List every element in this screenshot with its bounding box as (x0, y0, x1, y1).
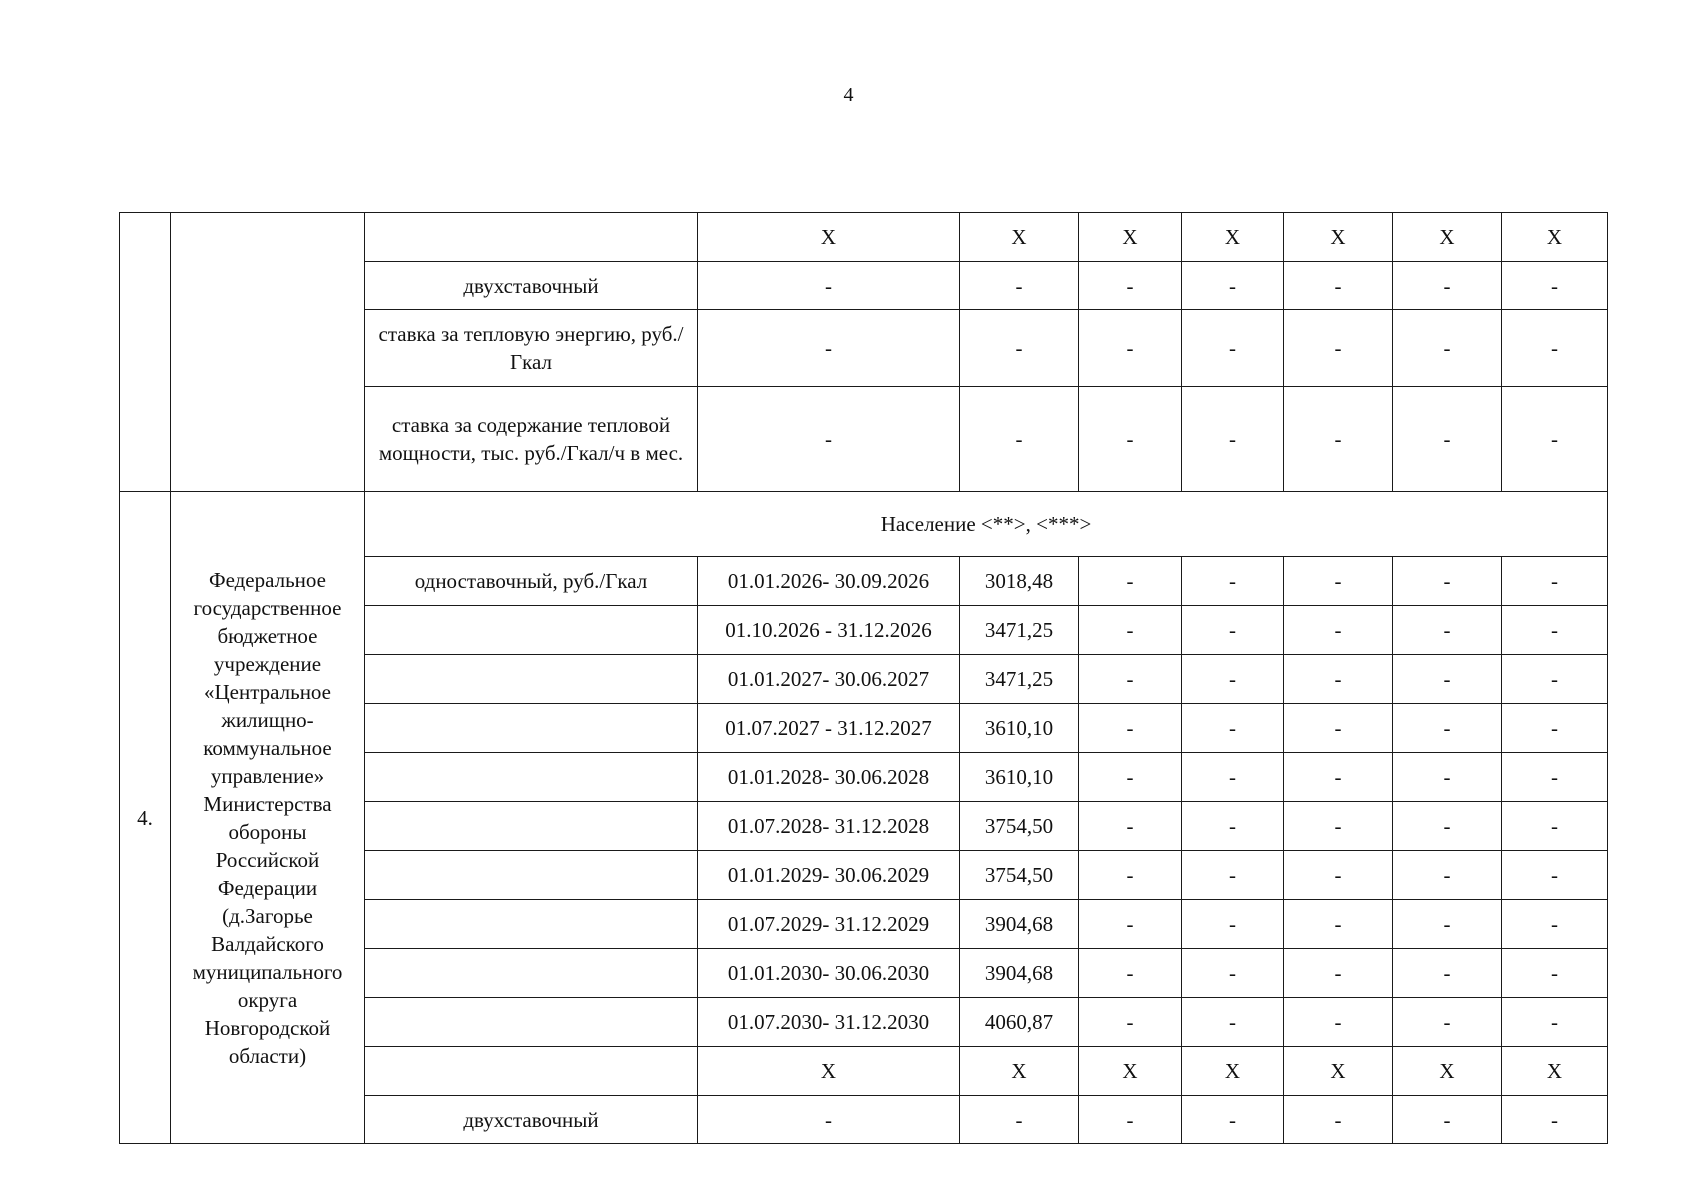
dash-cell: - (1284, 606, 1393, 655)
tariff-value-cell: 3904,68 (960, 900, 1079, 949)
dash-cell: - (1502, 387, 1608, 492)
dash-cell: - (1284, 753, 1393, 802)
dash-cell: - (1502, 900, 1608, 949)
empty-label-cell (365, 851, 698, 900)
dash-cell: - (698, 1096, 960, 1144)
tariff-table (119, 212, 1608, 1144)
dash-cell: - (698, 387, 960, 492)
empty-label-cell (365, 655, 698, 704)
dash-cell: - (1182, 310, 1284, 387)
dash-cell: - (1284, 310, 1393, 387)
dash-cell: - (1284, 851, 1393, 900)
dash-cell: - (1284, 655, 1393, 704)
dash-cell: - (1284, 387, 1393, 492)
dash-cell: - (1393, 949, 1502, 998)
x-cell: Х (1182, 1047, 1284, 1096)
consumer-group-label: Население <**>, <***> (365, 492, 1608, 557)
x-cell: Х (1502, 213, 1608, 262)
dash-cell: - (1182, 851, 1284, 900)
empty-label-cell (365, 900, 698, 949)
dash-cell: - (960, 262, 1079, 310)
dash-cell: - (1079, 262, 1182, 310)
dash-cell: - (698, 262, 960, 310)
dash-cell: - (1502, 704, 1608, 753)
empty-label-cell (365, 998, 698, 1047)
x-cell: Х (1393, 1047, 1502, 1096)
dash-cell: - (960, 1096, 1079, 1144)
dash-cell: - (1284, 557, 1393, 606)
x-cell: Х (1079, 213, 1182, 262)
dash-cell: - (1079, 704, 1182, 753)
empty-label-cell (365, 949, 698, 998)
dash-cell: - (1502, 949, 1608, 998)
period-cell: 01.01.2029- 30.06.2029 (698, 851, 960, 900)
dash-cell: - (1182, 655, 1284, 704)
period-cell: 01.10.2026 - 31.12.2026 (698, 606, 960, 655)
organization-name: Федеральное государственное бюджетное учреждение «Центральное жилищно-коммунальное управление» Министерства обороны Российской Федерации (д.Загорье Валдайского муниципального округа Новгородской области) (171, 492, 365, 1144)
x-cell: Х (1284, 1047, 1393, 1096)
dash-cell: - (1182, 900, 1284, 949)
dash-cell: - (1393, 753, 1502, 802)
dash-cell: - (1079, 802, 1182, 851)
dash-cell: - (1284, 262, 1393, 310)
label-cell (365, 1047, 698, 1096)
dash-cell: - (1182, 1096, 1284, 1144)
period-cell: 01.01.2030- 30.06.2030 (698, 949, 960, 998)
dash-cell: - (1079, 900, 1182, 949)
dash-cell: - (1182, 262, 1284, 310)
dash-cell: - (1182, 802, 1284, 851)
dash-cell: - (1079, 557, 1182, 606)
x-cell: Х (1182, 213, 1284, 262)
period-cell: 01.01.2028- 30.06.2028 (698, 753, 960, 802)
x-cell: Х (1284, 213, 1393, 262)
dash-cell: - (1182, 949, 1284, 998)
empty-label-cell (365, 753, 698, 802)
tariff-value-cell: 3610,10 (960, 704, 1079, 753)
dash-cell: - (1393, 998, 1502, 1047)
tariff-value-cell: 3754,50 (960, 802, 1079, 851)
dash-cell: - (1502, 262, 1608, 310)
dash-cell: - (1502, 851, 1608, 900)
dash-cell: - (1393, 387, 1502, 492)
tariff-value-cell: 3018,48 (960, 557, 1079, 606)
dash-cell: - (1502, 557, 1608, 606)
dash-cell: - (1182, 704, 1284, 753)
dash-cell: - (1182, 387, 1284, 492)
tariff-value-cell: 3610,10 (960, 753, 1079, 802)
dash-cell: - (1393, 262, 1502, 310)
dash-cell: - (1393, 310, 1502, 387)
dash-cell: - (1284, 998, 1393, 1047)
x-cell: Х (698, 213, 960, 262)
dash-cell: - (1393, 1096, 1502, 1144)
dash-cell: - (1284, 900, 1393, 949)
dash-cell: - (1079, 655, 1182, 704)
dash-cell: - (1182, 998, 1284, 1047)
dash-cell: - (1393, 802, 1502, 851)
dash-cell: - (1502, 802, 1608, 851)
period-cell: 01.07.2029- 31.12.2029 (698, 900, 960, 949)
dash-cell: - (1284, 704, 1393, 753)
dash-cell: - (1079, 851, 1182, 900)
dash-cell: - (1079, 753, 1182, 802)
two-rate-label: двухставочный (365, 262, 698, 310)
dash-cell: - (1502, 753, 1608, 802)
dash-cell: - (1182, 557, 1284, 606)
dash-cell: - (1393, 900, 1502, 949)
tariff-value-cell: 3904,68 (960, 949, 1079, 998)
label-cell (365, 213, 698, 262)
dash-cell: - (1182, 606, 1284, 655)
number-cell (120, 213, 171, 492)
empty-label-cell (365, 606, 698, 655)
x-cell: Х (698, 1047, 960, 1096)
dash-cell: - (1393, 557, 1502, 606)
dash-cell: - (1502, 655, 1608, 704)
dash-cell: - (1502, 998, 1608, 1047)
empty-label-cell (365, 802, 698, 851)
x-cell: Х (1079, 1047, 1182, 1096)
dash-cell: - (1502, 606, 1608, 655)
period-cell: 01.07.2028- 31.12.2028 (698, 802, 960, 851)
dash-cell: - (1079, 310, 1182, 387)
heat-energy-rate-label: ставка за тепловую энергию, руб./Гкал (365, 310, 698, 387)
x-cell: Х (960, 213, 1079, 262)
tariff-value-cell: 4060,87 (960, 998, 1079, 1047)
tariff-value-cell: 3471,25 (960, 655, 1079, 704)
dash-cell: - (1502, 310, 1608, 387)
dash-cell: - (1079, 1096, 1182, 1144)
period-cell: 01.01.2027- 30.06.2027 (698, 655, 960, 704)
one-rate-label: одноставочный, руб./Гкал (365, 557, 698, 606)
page-number: 4 (843, 84, 854, 106)
capacity-rate-label: ставка за содержание тепловой мощности, тыс. руб./Гкал/ч в мес. (365, 387, 698, 492)
table-row (120, 213, 1608, 262)
dash-cell: - (960, 310, 1079, 387)
period-cell: 01.07.2027 - 31.12.2027 (698, 704, 960, 753)
period-cell: 01.07.2030- 31.12.2030 (698, 998, 960, 1047)
dash-cell: - (1393, 655, 1502, 704)
x-cell: Х (1502, 1047, 1608, 1096)
tariff-value-cell: 3754,50 (960, 851, 1079, 900)
dash-cell: - (1079, 387, 1182, 492)
dash-cell: - (1393, 606, 1502, 655)
dash-cell: - (1393, 851, 1502, 900)
two-rate-label: двухставочный (365, 1096, 698, 1144)
dash-cell: - (1079, 949, 1182, 998)
dash-cell: - (1079, 998, 1182, 1047)
dash-cell: - (960, 387, 1079, 492)
x-cell: Х (960, 1047, 1079, 1096)
x-cell: Х (1393, 213, 1502, 262)
section-number: 4. (120, 492, 171, 1144)
table-row (120, 492, 1608, 557)
dash-cell: - (1284, 1096, 1393, 1144)
period-cell: 01.01.2026- 30.09.2026 (698, 557, 960, 606)
dash-cell: - (1393, 704, 1502, 753)
dash-cell: - (1079, 606, 1182, 655)
dash-cell: - (1284, 802, 1393, 851)
dash-cell: - (1284, 949, 1393, 998)
empty-label-cell (365, 704, 698, 753)
dash-cell: - (698, 310, 960, 387)
organization-cell (171, 213, 365, 492)
tariff-value-cell: 3471,25 (960, 606, 1079, 655)
dash-cell: - (1182, 753, 1284, 802)
dash-cell: - (1502, 1096, 1608, 1144)
